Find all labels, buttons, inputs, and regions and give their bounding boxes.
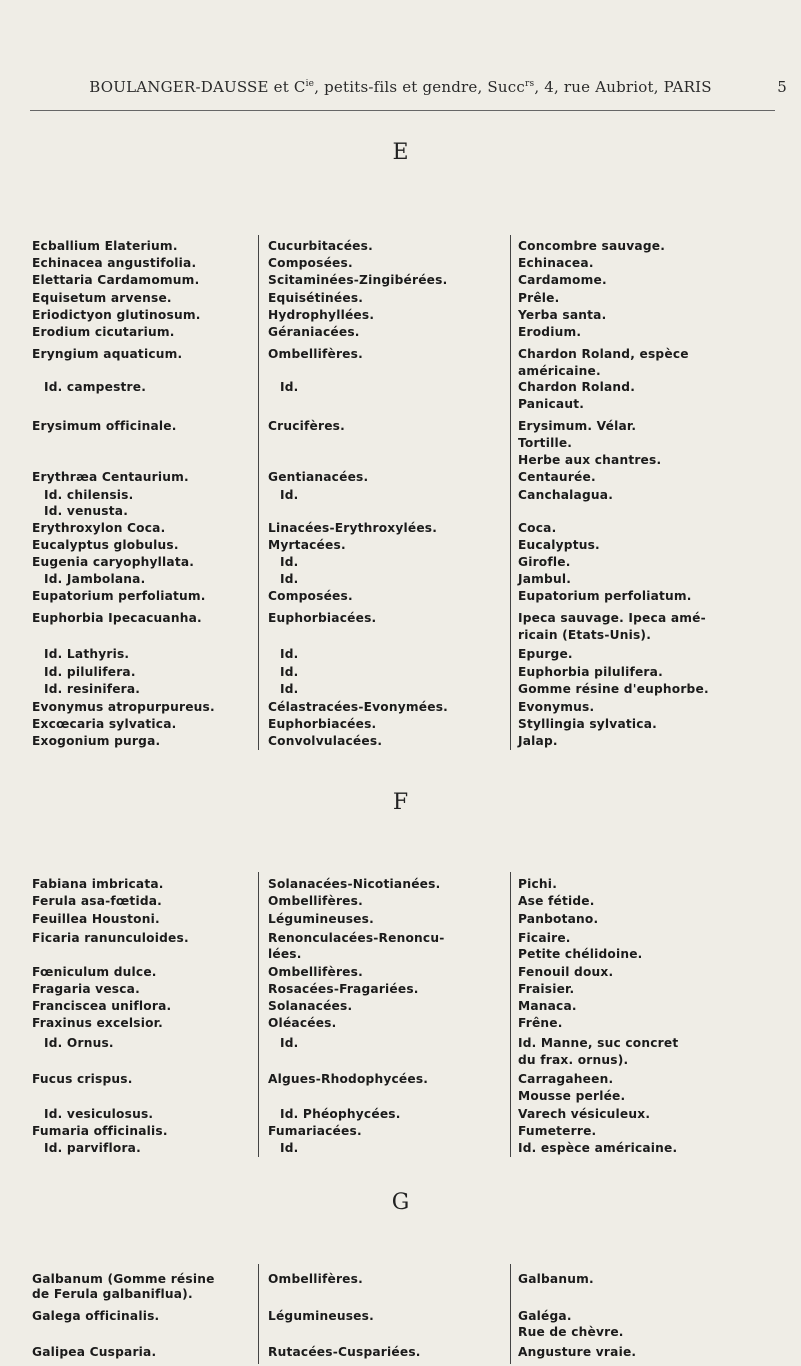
common-name: Rue de chèvre. — [518, 1325, 624, 1339]
common-name: Pichi. — [518, 877, 558, 891]
latin-name: Id. Ornus. — [44, 1036, 114, 1050]
family-name: Algues-Rhodophycées. — [268, 1072, 429, 1086]
common-name: Ase fétide. — [518, 894, 595, 908]
common-name: Gomme résine d'euphorbe. — [518, 682, 709, 696]
common-name: Eucalyptus. — [518, 538, 600, 552]
family-name: Id. — [280, 380, 299, 394]
common-name: Centaurée. — [518, 470, 596, 484]
section-letter: G — [391, 1190, 410, 1215]
latin-name: Fœniculum dulce. — [32, 965, 157, 979]
family-name: Célastracées-Evonymées. — [268, 700, 448, 714]
family-name: Solanacées-Nicotianées. — [268, 877, 441, 891]
family-name: Id. — [280, 572, 299, 586]
common-name: Manaca. — [518, 999, 577, 1013]
family-name: Solanacées. — [268, 999, 353, 1013]
family-name: Renonculacées-Renoncu- — [268, 931, 445, 945]
latin-name: Id. campestre. — [44, 380, 147, 394]
family-name: Ombellifères. — [268, 965, 363, 979]
family-name: Légumineuses. — [268, 1309, 374, 1323]
column-divider — [258, 1264, 259, 1364]
latin-name: Id. venusta. — [44, 504, 129, 518]
common-name: Euphorbia pilulifera. — [518, 665, 663, 679]
latin-name: Id. parviflora. — [44, 1141, 141, 1155]
common-name: Ficaire. — [518, 931, 571, 945]
latin-name: Galbanum (Gomme résine — [32, 1272, 215, 1286]
latin-name: Id. resinifera. — [44, 682, 141, 696]
header-rule — [30, 110, 775, 111]
family-name: Euphorbiacées. — [268, 717, 377, 731]
latin-name: Erythroxylon Coca. — [32, 521, 166, 535]
common-name: Chardon Roland, espèce — [518, 347, 689, 361]
common-name: Galbanum. — [518, 1272, 594, 1286]
section-letter: E — [392, 140, 409, 165]
common-name: Jambul. — [518, 572, 572, 586]
family-name: Ombellifères. — [268, 894, 363, 908]
latin-name: Fabiana imbricata. — [32, 877, 164, 891]
common-name: ricain (Etats-Unis). — [518, 628, 652, 642]
common-name: Fenouil doux. — [518, 965, 614, 979]
latin-name: Eupatorium perfoliatum. — [32, 589, 206, 603]
family-name: Id. — [280, 1141, 299, 1155]
common-name: Girofle. — [518, 555, 571, 569]
common-name: Ipeca sauvage. Ipeca amé- — [518, 611, 706, 625]
common-name: Prêle. — [518, 291, 560, 305]
common-name: Epurge. — [518, 647, 573, 661]
family-name: Id. — [280, 682, 299, 696]
family-name: Id. — [280, 488, 299, 502]
family-name: Id. — [280, 1036, 299, 1050]
family-name: Rosacées-Fragariées. — [268, 982, 419, 996]
family-name: Fumariacées. — [268, 1124, 362, 1138]
latin-name: Ficaria ranunculoides. — [32, 931, 189, 945]
latin-name: Eucalyptus globulus. — [32, 538, 179, 552]
common-name: Id. espèce américaine. — [518, 1141, 678, 1155]
family-name: Cucurbitacées. — [268, 239, 373, 253]
family-name: Equisétinées. — [268, 291, 364, 305]
page-header — [0, 78, 801, 96]
family-name: Ombellifères. — [268, 1272, 363, 1286]
family-name: Rutacées-Cuspariées. — [268, 1345, 421, 1359]
section-letter: F — [392, 790, 409, 815]
common-name: Id. Manne, suc concret — [518, 1036, 679, 1050]
latin-name: Excœcaria sylvatica. — [32, 717, 177, 731]
common-name: Canchalagua. — [518, 488, 614, 502]
common-name: Varech vésiculeux. — [518, 1107, 651, 1121]
common-name: Petite chélidoine. — [518, 947, 643, 961]
family-name: Euphorbiacées. — [268, 611, 377, 625]
latin-name: Erysimum officinale. — [32, 419, 177, 433]
latin-name: Id. chilensis. — [44, 488, 134, 502]
common-name: Cardamome. — [518, 273, 607, 287]
latin-name: Euphorbia Ipecacuanha. — [32, 611, 202, 625]
latin-name: Evonymus atropurpureus. — [32, 700, 215, 714]
latin-name: Echinacea angustifolia. — [32, 256, 197, 270]
common-name: Panbotano. — [518, 912, 599, 926]
common-name: Panicaut. — [518, 397, 585, 411]
common-name: Eupatorium perfoliatum. — [518, 589, 692, 603]
header-publisher: BOULANGER-DAUSSE et $C^{ie}$, petits-fils et gendre, Succ$^{rs}$, 4, rue Aubriot, PARIS — [89, 78, 712, 96]
latin-name: Galega officinalis. — [32, 1309, 160, 1323]
common-name: Angusture vraie. — [518, 1345, 637, 1359]
latin-name: Eriodictyon glutinosum. — [32, 308, 201, 322]
family-name: Convolvulacées. — [268, 734, 383, 748]
latin-name: Eryngium aquaticum. — [32, 347, 183, 361]
latin-name: Ecballium Elaterium. — [32, 239, 178, 253]
common-name: Concombre sauvage. — [518, 239, 666, 253]
family-name: Id. — [280, 665, 299, 679]
latin-name: Fragaria vesca. — [32, 982, 140, 996]
family-name: Composées. — [268, 589, 353, 603]
common-name: américaine. — [518, 364, 601, 378]
latin-name: Fucus crispus. — [32, 1072, 133, 1086]
family-name: Linacées-Erythroxylées. — [268, 521, 438, 535]
latin-name: de Ferula galbaniflua). — [32, 1287, 193, 1301]
common-name: du frax. ornus). — [518, 1053, 629, 1067]
latin-name: Equisetum arvense. — [32, 291, 172, 305]
latin-name: Feuillea Houstoni. — [32, 912, 160, 926]
family-name: lées. — [268, 947, 302, 961]
common-name: Yerba santa. — [518, 308, 607, 322]
common-name: Chardon Roland. — [518, 380, 636, 394]
latin-name: Id. vesiculosus. — [44, 1107, 154, 1121]
latin-name: Eugenia caryophyllata. — [32, 555, 195, 569]
family-name: Ombellifères. — [268, 347, 363, 361]
common-name: Herbe aux chantres. — [518, 453, 662, 467]
family-name: Crucifères. — [268, 419, 345, 433]
latin-name: Franciscea uniflora. — [32, 999, 172, 1013]
latin-name: Elettaria Cardamomum. — [32, 273, 200, 287]
family-name: Composées. — [268, 256, 353, 270]
common-name: Erodium. — [518, 325, 582, 339]
latin-name: Erythræa Centaurium. — [32, 470, 189, 484]
latin-name: Id. Jambolana. — [44, 572, 146, 586]
family-name: Hydrophyllées. — [268, 308, 375, 322]
latin-name: Fraxinus excelsior. — [32, 1016, 163, 1030]
latin-name: Exogonium purga. — [32, 734, 161, 748]
family-name: Gentianacées. — [268, 470, 369, 484]
family-name: Id. — [280, 555, 299, 569]
family-name: Géraniacées. — [268, 325, 360, 339]
common-name: Jalap. — [518, 734, 558, 748]
latin-name: Id. pilulifera. — [44, 665, 136, 679]
family-name: Légumineuses. — [268, 912, 374, 926]
latin-name: Fumaria officinalis. — [32, 1124, 168, 1138]
common-name: Styllingia sylvatica. — [518, 717, 657, 731]
latin-name: Galipea Cusparia. — [32, 1345, 157, 1359]
common-name: Mousse perlée. — [518, 1089, 626, 1103]
family-name: Id. — [280, 647, 299, 661]
common-name: Carragaheen. — [518, 1072, 614, 1086]
common-name: Evonymus. — [518, 700, 595, 714]
common-name: Frêne. — [518, 1016, 563, 1030]
common-name: Fraisier. — [518, 982, 575, 996]
family-name: Oléacées. — [268, 1016, 337, 1030]
common-name: Tortille. — [518, 436, 573, 450]
latin-name: Ferula asa-fœtida. — [32, 894, 163, 908]
family-name: Myrtacées. — [268, 538, 346, 552]
latin-name: Id. Lathyris. — [44, 647, 130, 661]
latin-name: Erodium cicutarium. — [32, 325, 175, 339]
common-name: Galéga. — [518, 1309, 572, 1323]
common-name: Fumeterre. — [518, 1124, 597, 1138]
common-name: Coca. — [518, 521, 557, 535]
family-name: Id. Phéophycées. — [280, 1107, 401, 1121]
column-divider — [510, 1264, 511, 1364]
family-name: Scitaminées-Zingibérées. — [268, 273, 448, 287]
page-number: 5 — [777, 78, 787, 96]
common-name: Echinacea. — [518, 256, 594, 270]
common-name: Erysimum. Vélar. — [518, 419, 637, 433]
